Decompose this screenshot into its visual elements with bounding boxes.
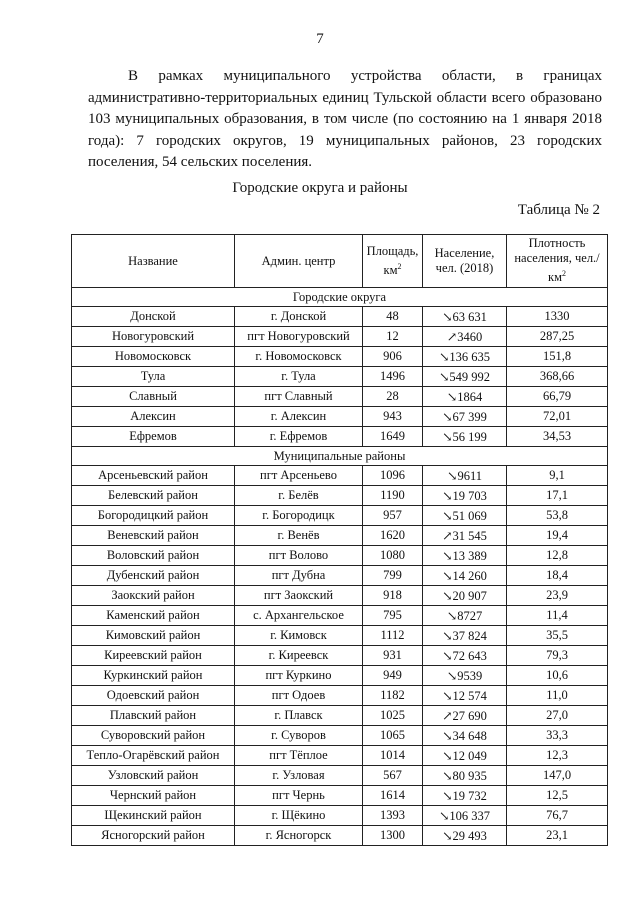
cell-area: 1065 bbox=[363, 726, 423, 746]
municipalities-table bbox=[71, 234, 608, 846]
table-row bbox=[72, 466, 608, 486]
cell-population: ↗3460 bbox=[423, 327, 507, 347]
table-row bbox=[72, 506, 608, 526]
cell-density: 12,8 bbox=[507, 546, 608, 566]
table-row bbox=[72, 626, 608, 646]
cell-density: 287,25 bbox=[507, 327, 608, 347]
cell-area: 1190 bbox=[363, 486, 423, 506]
header-name: Название bbox=[72, 235, 235, 288]
cell-density: 368,66 bbox=[507, 367, 608, 387]
table-row bbox=[72, 486, 608, 506]
cell-area: 1393 bbox=[363, 806, 423, 826]
cell-name: Новогуровский bbox=[72, 327, 235, 347]
cell-name: Арсеньевский район bbox=[72, 466, 235, 486]
cell-area: 12 bbox=[363, 327, 423, 347]
cell-name: Ефремов bbox=[72, 427, 235, 447]
cell-density: 35,5 bbox=[507, 626, 608, 646]
cell-name: Воловский район bbox=[72, 546, 235, 566]
cell-name: Тула bbox=[72, 367, 235, 387]
cell-area: 795 bbox=[363, 606, 423, 626]
cell-area: 949 bbox=[363, 666, 423, 686]
group-row bbox=[72, 447, 608, 466]
cell-name: Богородицкий район bbox=[72, 506, 235, 526]
cell-density: 147,0 bbox=[507, 766, 608, 786]
cell-name: Новомосковск bbox=[72, 347, 235, 367]
cell-population: ↘19 732 bbox=[423, 786, 507, 806]
cell-population: ↘13 389 bbox=[423, 546, 507, 566]
cell-density: 33,3 bbox=[507, 726, 608, 746]
cell-name: Киреевский район bbox=[72, 646, 235, 666]
table-row bbox=[72, 367, 608, 387]
cell-population: ↘63 631 bbox=[423, 307, 507, 327]
table-row bbox=[72, 427, 608, 447]
cell-density: 34,53 bbox=[507, 427, 608, 447]
table-row bbox=[72, 566, 608, 586]
cell-admin-center: пгт Тёплое bbox=[235, 746, 363, 766]
cell-population: ↘51 069 bbox=[423, 506, 507, 526]
cell-area: 1096 bbox=[363, 466, 423, 486]
table-title: Городские округа и районы bbox=[232, 180, 408, 196]
table-row bbox=[72, 646, 608, 666]
cell-population: ↘12 049 bbox=[423, 746, 507, 766]
cell-population: ↘1864 bbox=[423, 387, 507, 407]
cell-area: 1014 bbox=[363, 746, 423, 766]
table-row bbox=[72, 746, 608, 766]
cell-density: 23,9 bbox=[507, 586, 608, 606]
page-number: 7 bbox=[316, 31, 324, 47]
cell-name: Суворовский район bbox=[72, 726, 235, 746]
cell-area: 48 bbox=[363, 307, 423, 327]
group-title: Городские округа bbox=[72, 288, 608, 307]
cell-population: ↘37 824 bbox=[423, 626, 507, 646]
cell-name: Донской bbox=[72, 307, 235, 327]
cell-name: Куркинский район bbox=[72, 666, 235, 686]
table-row bbox=[72, 666, 608, 686]
cell-admin-center: пгт Славный bbox=[235, 387, 363, 407]
table-row bbox=[72, 347, 608, 367]
cell-admin-center: г. Белёв bbox=[235, 486, 363, 506]
cell-name: Каменский район bbox=[72, 606, 235, 626]
cell-admin-center: г. Щёкино bbox=[235, 806, 363, 826]
table-row bbox=[72, 606, 608, 626]
cell-area: 1496 bbox=[363, 367, 423, 387]
cell-area: 906 bbox=[363, 347, 423, 367]
cell-admin-center: г. Новомосковск bbox=[235, 347, 363, 367]
group-title: Муниципальные районы bbox=[72, 447, 608, 466]
cell-name: Славный bbox=[72, 387, 235, 407]
cell-area: 1620 bbox=[363, 526, 423, 546]
header-population: Население, чел. (2018) bbox=[423, 235, 507, 288]
header-density: Плотность населения, $чел./км^2$ bbox=[507, 235, 608, 288]
table-row bbox=[72, 546, 608, 566]
cell-admin-center: с. Архангельское bbox=[235, 606, 363, 626]
cell-admin-center: г. Ясногорск bbox=[235, 826, 363, 846]
table-row bbox=[72, 387, 608, 407]
cell-population: ↘9539 bbox=[423, 666, 507, 686]
group-row bbox=[72, 288, 608, 307]
cell-area: 1300 bbox=[363, 826, 423, 846]
cell-admin-center: пгт Дубна bbox=[235, 566, 363, 586]
cell-area: 943 bbox=[363, 407, 423, 427]
cell-name: Белевский район bbox=[72, 486, 235, 506]
header-row bbox=[72, 235, 608, 288]
cell-admin-center: г. Узловая bbox=[235, 766, 363, 786]
cell-area: 1112 bbox=[363, 626, 423, 646]
header-area: Площадь, $км^2$ bbox=[363, 235, 423, 288]
table-row bbox=[72, 766, 608, 786]
cell-density: 66,79 bbox=[507, 387, 608, 407]
cell-name: Узловский район bbox=[72, 766, 235, 786]
cell-population: ↘67 399 bbox=[423, 407, 507, 427]
cell-density: 1330 bbox=[507, 307, 608, 327]
cell-density: 23,1 bbox=[507, 826, 608, 846]
intro-paragraph: В рамках муниципального устройства области, в границах административно-территориальных единиц Тульской области всего образовано 103 муниципальных образования, в том числе (по состоянию на 1 января 2018 года): 7 городских округов, 19 муниципальных районов, 23 городских поселения, 54 сельских поселения. bbox=[88, 68, 602, 170]
cell-density: 76,7 bbox=[507, 806, 608, 826]
cell-name: Тепло-Огарёвский район bbox=[72, 746, 235, 766]
cell-name: Одоевский район bbox=[72, 686, 235, 706]
cell-density: 19,4 bbox=[507, 526, 608, 546]
cell-population: ↘106 337 bbox=[423, 806, 507, 826]
cell-population: ↘56 199 bbox=[423, 427, 507, 447]
table-row bbox=[72, 586, 608, 606]
cell-density: 79,3 bbox=[507, 646, 608, 666]
table-row bbox=[72, 786, 608, 806]
cell-name: Щекинский район bbox=[72, 806, 235, 826]
cell-admin-center: г. Богородицк bbox=[235, 506, 363, 526]
cell-admin-center: пгт Арсеньево bbox=[235, 466, 363, 486]
cell-population: ↘136 635 bbox=[423, 347, 507, 367]
cell-admin-center: г. Плавск bbox=[235, 706, 363, 726]
cell-density: 10,6 bbox=[507, 666, 608, 686]
cell-population: ↗27 690 bbox=[423, 706, 507, 726]
cell-admin-center: г. Кимовск bbox=[235, 626, 363, 646]
cell-admin-center: пгт Заокский bbox=[235, 586, 363, 606]
cell-name: Ясногорский район bbox=[72, 826, 235, 846]
cell-area: 1182 bbox=[363, 686, 423, 706]
cell-population: ↗31 545 bbox=[423, 526, 507, 546]
cell-density: 72,01 bbox=[507, 407, 608, 427]
cell-name: Чернский район bbox=[72, 786, 235, 806]
cell-area: 799 bbox=[363, 566, 423, 586]
cell-area: 918 bbox=[363, 586, 423, 606]
cell-population: ↘8727 bbox=[423, 606, 507, 626]
cell-density: 12,3 bbox=[507, 746, 608, 766]
cell-area: 1614 bbox=[363, 786, 423, 806]
cell-name: Веневский район bbox=[72, 526, 235, 546]
table-row bbox=[72, 307, 608, 327]
table-number: Таблица № 2 bbox=[517, 202, 600, 218]
table-row bbox=[72, 407, 608, 427]
cell-density: 17,1 bbox=[507, 486, 608, 506]
cell-name: Алексин bbox=[72, 407, 235, 427]
table-row bbox=[72, 526, 608, 546]
cell-admin-center: г. Венёв bbox=[235, 526, 363, 546]
cell-density: 12,5 bbox=[507, 786, 608, 806]
cell-admin-center: пгт Одоев bbox=[235, 686, 363, 706]
cell-area: 28 bbox=[363, 387, 423, 407]
cell-admin-center: г. Киреевск bbox=[235, 646, 363, 666]
cell-area: 1025 bbox=[363, 706, 423, 726]
table-row bbox=[72, 686, 608, 706]
cell-density: 9,1 bbox=[507, 466, 608, 486]
cell-admin-center: г. Донской bbox=[235, 307, 363, 327]
cell-population: ↘72 643 bbox=[423, 646, 507, 666]
cell-area: 931 bbox=[363, 646, 423, 666]
cell-area: 1649 bbox=[363, 427, 423, 447]
cell-admin-center: пгт Куркино bbox=[235, 666, 363, 686]
table-row bbox=[72, 806, 608, 826]
cell-name: Кимовский район bbox=[72, 626, 235, 646]
table-row bbox=[72, 327, 608, 347]
cell-density: 151,8 bbox=[507, 347, 608, 367]
cell-density: 53,8 bbox=[507, 506, 608, 526]
cell-density: 18,4 bbox=[507, 566, 608, 586]
cell-name: Дубенский район bbox=[72, 566, 235, 586]
cell-population: ↘9611 bbox=[423, 466, 507, 486]
cell-admin-center: г. Алексин bbox=[235, 407, 363, 427]
cell-density: 27,0 bbox=[507, 706, 608, 726]
cell-density: 11,0 bbox=[507, 686, 608, 706]
cell-name: Плавский район bbox=[72, 706, 235, 726]
cell-population: ↘29 493 bbox=[423, 826, 507, 846]
cell-area: 957 bbox=[363, 506, 423, 526]
cell-population: ↘19 703 bbox=[423, 486, 507, 506]
cell-admin-center: пгт Волово bbox=[235, 546, 363, 566]
cell-admin-center: пгт Новогуровский bbox=[235, 327, 363, 347]
cell-admin-center: пгт Чернь bbox=[235, 786, 363, 806]
cell-density: 11,4 bbox=[507, 606, 608, 626]
cell-name: Заокский район bbox=[72, 586, 235, 606]
cell-admin-center: г. Тула bbox=[235, 367, 363, 387]
table-row bbox=[72, 826, 608, 846]
cell-admin-center: г. Суворов bbox=[235, 726, 363, 746]
cell-population: ↘80 935 bbox=[423, 766, 507, 786]
cell-area: 567 bbox=[363, 766, 423, 786]
cell-population: ↘34 648 bbox=[423, 726, 507, 746]
table-row bbox=[72, 726, 608, 746]
table-row bbox=[72, 706, 608, 726]
cell-population: ↘20 907 bbox=[423, 586, 507, 606]
header-admin-center: Админ. центр bbox=[235, 235, 363, 288]
cell-population: ↘12 574 bbox=[423, 686, 507, 706]
cell-admin-center: г. Ефремов bbox=[235, 427, 363, 447]
cell-population: ↘549 992 bbox=[423, 367, 507, 387]
cell-population: ↘14 260 bbox=[423, 566, 507, 586]
cell-area: 1080 bbox=[363, 546, 423, 566]
